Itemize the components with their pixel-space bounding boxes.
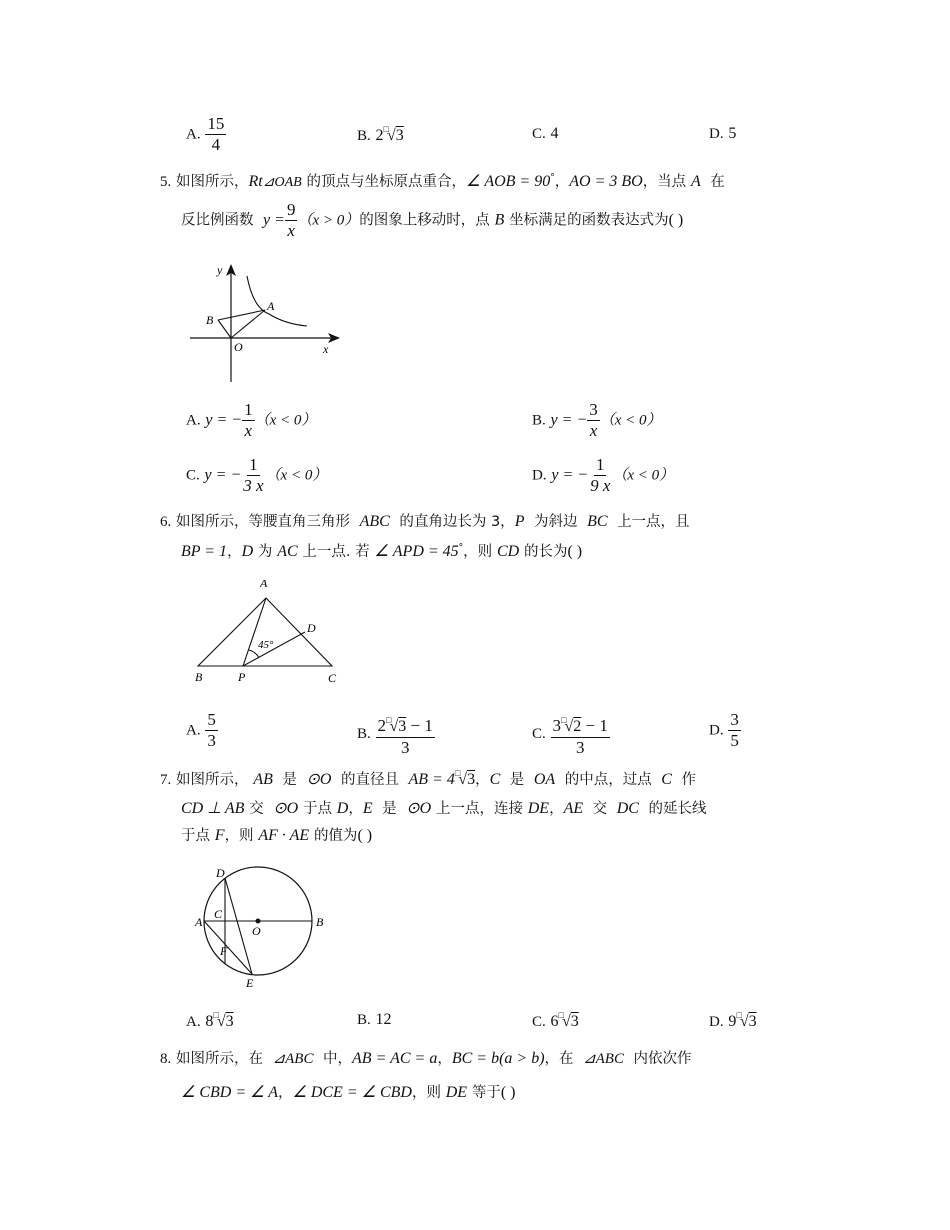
q6-option-b[interactable]: B. $\frac{2^□√3 - 1}{3}$: [357, 710, 435, 758]
q7-option-c[interactable]: C. 6□√3: [532, 1010, 579, 1030]
q7-option-a[interactable]: A. 8□√3: [186, 1010, 234, 1030]
label-p: P: [238, 670, 246, 684]
q5-figure: [185, 258, 345, 386]
label-x: x: [323, 342, 329, 356]
q5-option-a[interactable]: A. y = − $\frac{1}{x}$ （x < 0）: [186, 400, 317, 440]
label-c: C: [328, 671, 337, 685]
q4-option-b[interactable]: B. 2□√3: [357, 124, 404, 144]
label-b: B: [316, 915, 324, 929]
label-a: A: [260, 580, 268, 590]
q4-option-c[interactable]: C. 4: [532, 125, 559, 142]
label-b: B: [206, 313, 214, 327]
label-d: D: [307, 621, 316, 635]
label-b: B: [195, 670, 203, 684]
q5-option-b[interactable]: B. y = − $\frac{3}{x}$ （x < 0）: [532, 400, 662, 440]
q7-figure: [190, 860, 340, 994]
q4-option-a[interactable]: [186, 114, 226, 155]
q6-option-d[interactable]: D. $\frac{3}{5}$: [709, 710, 739, 750]
segment-oa: [231, 310, 265, 338]
q7-stem-line2: CD ⊥ AB 交 ⊙O 于点 D，E 是 ⊙O 上一点，连接 DE，AE 交 DC 的延长线: [181, 800, 707, 817]
label-a: A: [267, 299, 275, 313]
q6-stem-line2: BP = 1，D 为 AC 上一点. 若 ∠ APD = 45°，则 CD 的长为( ): [181, 543, 583, 560]
center-dot: [256, 919, 261, 924]
label-y: y: [217, 263, 223, 277]
label-a: A: [195, 915, 203, 929]
label-d: D: [216, 866, 225, 880]
radical: 2□√3: [375, 124, 404, 144]
label-o: O: [234, 340, 243, 354]
q7-stem-line3: 于点 F，则 AF · AE 的值为( ): [181, 827, 373, 844]
angle-arc: [249, 650, 259, 658]
q6-option-c[interactable]: C. $\frac{3^□√2 - 1}{3}$: [532, 710, 610, 758]
q5-option-d[interactable]: D. y = − $\frac{1}{9 x}$ （x < 0）: [532, 455, 675, 495]
fraction: $\frac{9}{x}$: [286, 200, 296, 240]
hyperbola-curve: [247, 276, 307, 326]
label-f: F: [220, 944, 228, 958]
q6-stem-line1: 6. 如图所示，等腰直角三角形 ABC 的直角边长为 3，P 为斜边 BC 上一点，且: [160, 513, 690, 530]
label-c: C: [214, 907, 223, 921]
q6-figure: [188, 580, 348, 690]
segment-ob: [218, 320, 231, 338]
q5-stem-line1: 5. 如图所示，Rt⊿OAB 的顶点与坐标原点重合，∠ AOB = 90°，AO = 3 BO，当点 A 在: [160, 173, 725, 190]
segment-ab: [218, 310, 265, 320]
option-label: A.: [186, 126, 201, 143]
label-o: O: [252, 924, 261, 938]
angle-label: 45°: [258, 639, 274, 651]
q7-option-b[interactable]: B. 12: [357, 1011, 392, 1028]
q4-option-d[interactable]: D. 5: [709, 125, 737, 142]
q5-option-c[interactable]: C. y = − $\frac{1}{3 x}$ （x < 0）: [186, 455, 328, 495]
fraction: $\frac{15}{4}$: [207, 114, 225, 154]
q8-stem-line2: ∠ CBD = ∠ A，∠ DCE = ∠ CBD，则 DE 等于( ): [181, 1084, 516, 1101]
q7-option-d[interactable]: D. 9□√3: [709, 1010, 757, 1030]
q7-stem-line1: 7. 如图所示， AB 是 ⊙O 的直径且 AB = 4□√3，C 是 OA 的中点，过点 C 作: [160, 768, 696, 788]
q5-stem-line2: 反比例函数 y = $\frac{9}{x}$ （x > 0）的图象上移动时，点 B 坐标满足的函数表达式为( ): [181, 200, 684, 240]
q8-stem-line1: 8. 如图所示，在 ⊿ABC 中，AB = AC = a，BC = b(a > b)，在 ⊿ABC 内依次作: [160, 1050, 692, 1067]
q6-option-a[interactable]: A. $\frac{5}{3}$: [186, 710, 216, 750]
label-e: E: [246, 976, 254, 990]
